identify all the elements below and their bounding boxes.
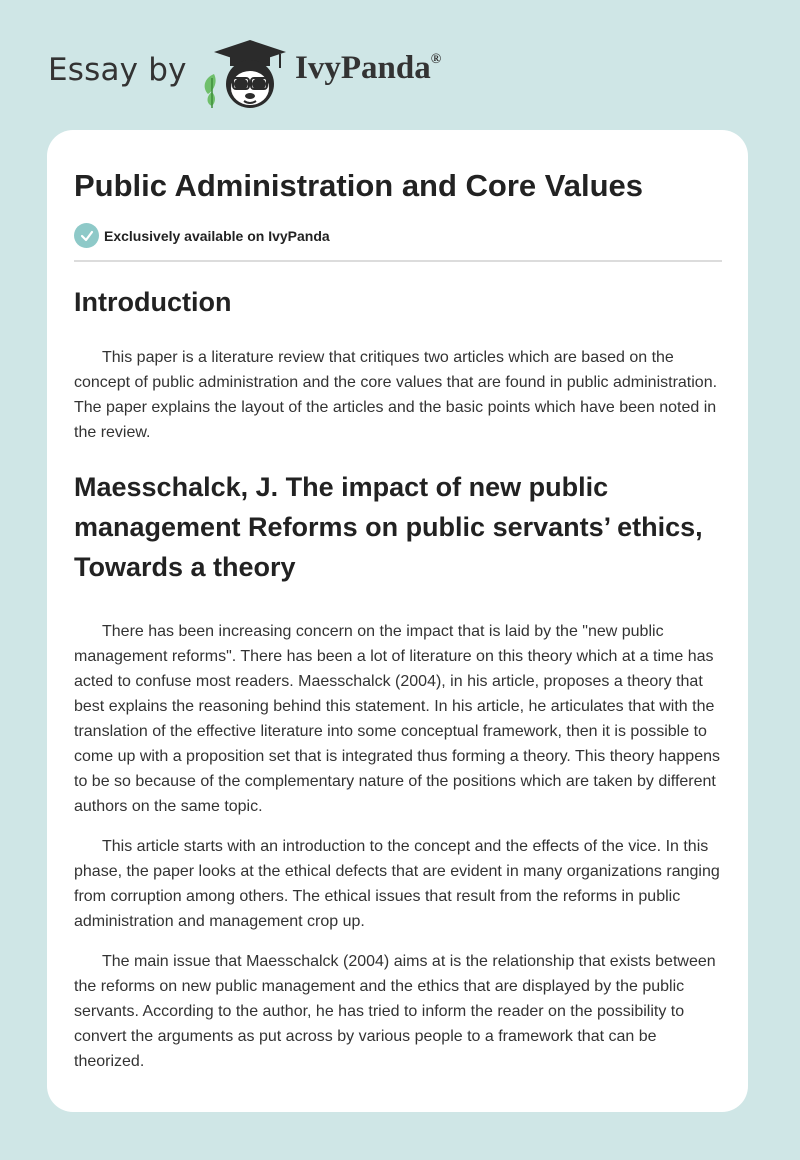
- registered-mark: ®: [430, 52, 442, 67]
- page-title: Public Administration and Core Values: [74, 168, 644, 203]
- essay-by-label: Essay by: [48, 52, 187, 88]
- exclusive-badge: [74, 223, 722, 248]
- paragraph: This article starts with an introduction to the concept and the effects of the vice. In this phase, the paper looks at the ethical defects that are evident in many organizations ranging from corruption among others. The ethical issues that result from the reforms in public administration and management crop up.: [74, 838, 720, 930]
- brand-text: IvyPanda: [295, 50, 431, 86]
- panda-logo-icon[interactable]: [200, 34, 296, 110]
- site-header: [48, 34, 548, 110]
- paragraph: This paper is a literature review that critiques two articles which are based on the concept of public administration and the core values that are found in public administration. The paper explains the layout of the articles and the basic points which have been noted in the review.: [74, 349, 718, 441]
- exclusive-badge-label: Exclusively available on IvyPanda: [104, 227, 330, 244]
- leaf-icon: [205, 74, 216, 108]
- brand-name[interactable]: [295, 50, 441, 87]
- section-heading-maesschalck: Maesschalck, J. The impact of new public management Reforms on public servants’ ethics, Towards a theory: [74, 472, 703, 582]
- check-icon: [74, 223, 99, 248]
- section-heading-introduction: Introduction: [74, 287, 232, 317]
- paragraph: There has been increasing concern on the impact that is laid by the "new public management reforms". There has been a lot of literature on this theory which at a time has acted to confuse most readers. Maesschalck (2004), in his article, proposes a theory that best explains the reasoning behind this statement. In his article, he articulates that with the translation of the effective literature into some conceptual framework, then it is possible to come up with a proposition set that is integrated thus forming a theory. This theory happens to be so because of the complementary nature of the positions which are taken by different authors on the same topic.: [74, 623, 720, 815]
- paragraph: The main issue that Maesschalck (2004) aims at is the relationship that exists between the reforms on new public management and the ethics that are displayed by the public servants. According to the author, he has tried to inform the reader on the possibility to convert the arguments as put across by various people to a framework that can be theorized.: [74, 953, 716, 1070]
- title-divider: [74, 260, 722, 262]
- essay-card: [47, 130, 748, 1112]
